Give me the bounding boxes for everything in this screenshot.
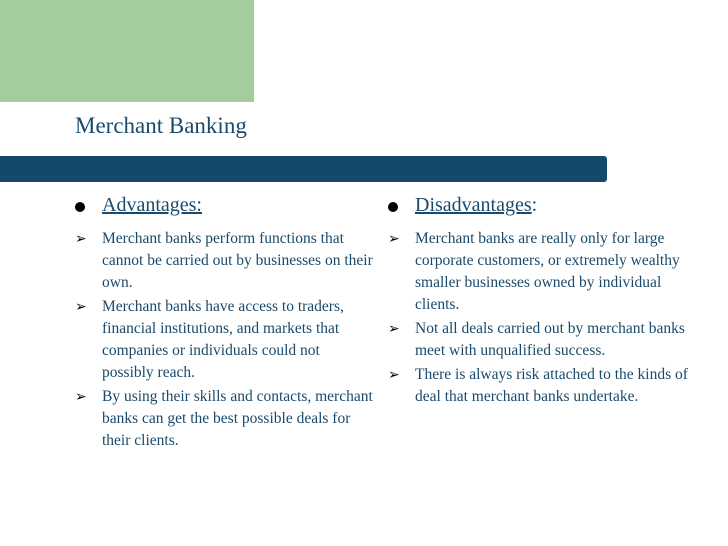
disadvantage-point-3: There is always risk attached to the kinds of deal that merchant banks undertake. [415,366,688,405]
arrow-bullet-icon: ➢ [75,299,87,315]
arrow-bullet-icon: ➢ [388,321,400,337]
disadvantages-heading-colon: : [531,194,538,216]
disadvantages-column [388,194,688,410]
arrow-bullet-icon: ➢ [75,389,87,405]
list-item [388,318,688,362]
bullet-dot-icon [388,202,398,212]
disadvantages-heading [415,194,537,217]
list-item [75,386,375,452]
advantages-column [75,194,375,454]
advantages-heading-text: Advantages: [102,194,202,216]
list-item [388,228,688,316]
disadvantages-list [388,228,688,408]
disadvantage-point-2: Not all deals carried out by merchant banks meet with unqualified success. [415,320,685,359]
advantage-point-2: Merchant banks have access to traders, financial institutions, and markets that companies or individuals could not possibly reach. [102,298,344,381]
list-item [75,228,375,294]
disadvantages-heading-row [388,194,688,224]
arrow-bullet-icon: ➢ [75,231,87,247]
slide-title: Merchant Banking [75,113,247,138]
advantages-heading-row [75,194,375,224]
advantage-point-1: Merchant banks perform functions that cannot be carried out by businesses on their own. [102,230,373,291]
disadvantages-heading-text: Disadvantages [415,194,532,216]
list-item [75,296,375,384]
list-item [388,364,688,408]
advantages-list [75,228,375,452]
disadvantage-point-1: Merchant banks are really only for large corporate customers, or extremely wealthy smaller businesses owned by individual clients. [415,230,680,313]
advantage-point-3: By using their skills and contacts, merchant banks can get the best possible deals for their clients. [102,388,373,449]
arrow-bullet-icon: ➢ [388,231,400,247]
arrow-bullet-icon: ➢ [388,367,400,383]
bullet-dot-icon [75,202,85,212]
advantages-heading [102,194,202,217]
decorative-green-block [0,0,254,102]
decorative-blue-band [0,156,607,182]
